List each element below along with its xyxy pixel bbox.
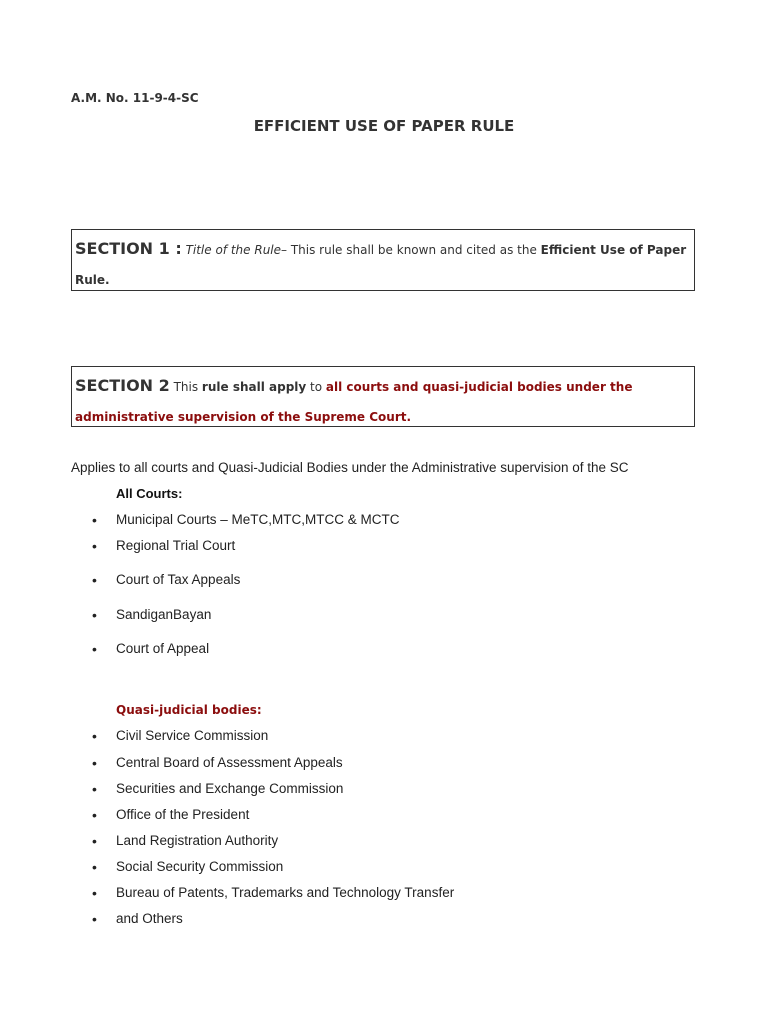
section-2-red-line2: administrative supervision of the Supreme Court. [75,410,412,424]
list-item-text: Municipal Courts – MeTC,MTC,MTCC & MCTC [116,512,400,527]
bullet: • [92,781,97,797]
courts-heading: All Courts: [116,486,183,501]
bullet: • [92,755,97,771]
section-2-label: SECTION 2 [75,376,170,395]
list-item-text: SandiganBayan [116,607,212,622]
bullet: • [92,833,97,849]
list-item-text: Regional Trial Court [116,538,236,553]
bullet: • [92,911,97,927]
list-item-text: Court of Tax Appeals [116,572,241,587]
section-1-box [71,229,695,291]
applies-text: Applies to all courts and Quasi-Judicial Bodies under the Administrative supervision of the SC [71,460,629,475]
list-item-text: Civil Service Commission [116,728,269,743]
bullet: • [92,538,97,554]
bullet: • [92,572,97,588]
section-2-bold: rule shall apply [201,380,307,394]
list-item-text: Court of Appeal [116,641,210,656]
bullet: • [92,807,97,823]
section-1-italic: Title of the Rule [185,243,282,257]
bullet: • [92,641,97,657]
bullet: • [92,607,97,623]
section-1-bold-line2: Rule. [75,273,110,287]
section-1-text: – This rule shall be known and cited as the [281,243,541,257]
list-item-text: and Others [116,911,183,926]
list-item-text: Central Board of Assessment Appeals [116,755,343,770]
section-2-to: to [306,380,326,394]
document-title: EFFICIENT USE OF PAPER RULE [253,117,515,135]
bullet: • [92,885,97,901]
bullet: • [92,859,97,875]
list-item-text: Office of the President [116,807,250,822]
section-2-this: This [169,380,202,394]
section-1-bold-line1: Efficient Use of Paper [540,243,687,257]
section-1-label: SECTION 1 : [75,239,182,258]
bullet: • [92,512,97,528]
bullet: • [92,728,97,744]
list-item-text: Social Security Commission [116,859,284,874]
list-item-text: Bureau of Patents, Trademarks and Technology Transfer [116,885,455,900]
section-2-red-line1: all courts and quasi-judicial bodies under the [325,380,633,394]
section-2-box [71,366,695,427]
list-item-text: Securities and Exchange Commission [116,781,344,796]
am-number: A.M. No. 11-9-4-SC [71,91,199,105]
quasi-heading: Quasi-judicial bodies: [116,703,262,717]
list-item-text: Land Registration Authority [116,833,279,848]
